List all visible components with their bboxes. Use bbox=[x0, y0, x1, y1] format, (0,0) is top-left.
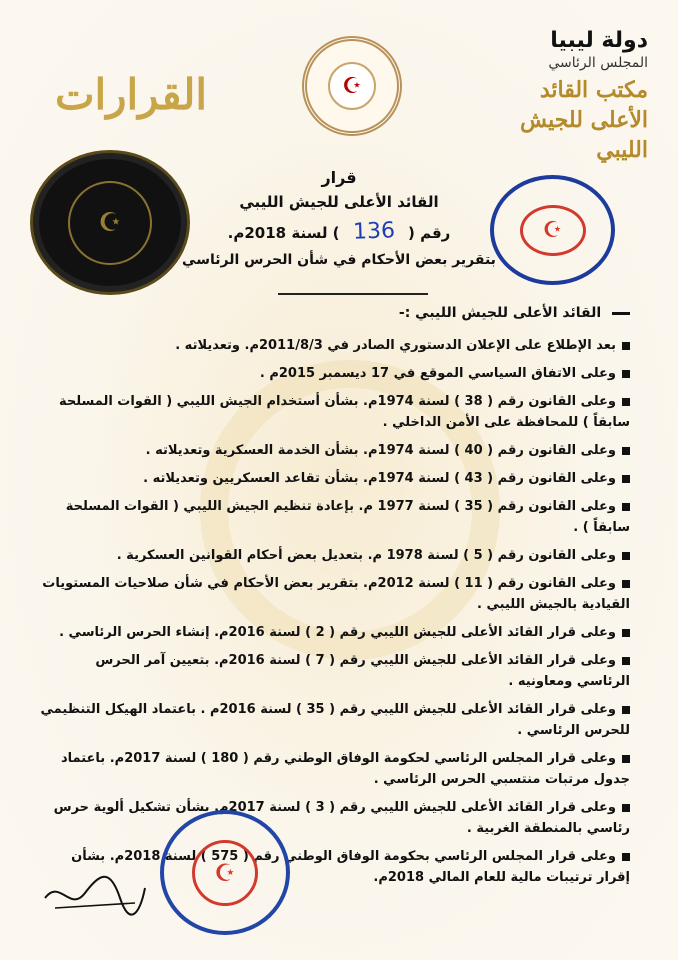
bullet-icon bbox=[622, 755, 630, 763]
preamble-item bbox=[40, 573, 630, 615]
state-name: دولة ليبيا bbox=[550, 28, 648, 53]
crescent-star-icon: ☪ bbox=[328, 62, 376, 110]
decree-subject: بتقرير بعض الأحكام في شأن الحرس الرئاسي bbox=[182, 252, 496, 268]
preamble-item bbox=[40, 622, 630, 643]
preamble-item bbox=[40, 335, 630, 356]
bullet-icon bbox=[622, 657, 630, 665]
title-divider bbox=[278, 293, 428, 295]
decree-title-block bbox=[0, 168, 678, 268]
preamble-item bbox=[40, 468, 630, 489]
bullet-icon bbox=[622, 629, 630, 637]
preamble-item bbox=[40, 496, 630, 538]
bullet-icon bbox=[622, 503, 630, 511]
decree-label: قرار bbox=[321, 168, 357, 187]
council-seal bbox=[302, 36, 402, 136]
letterhead bbox=[498, 28, 648, 165]
preamble-item-text: وعلى قرار المجلس الرئاسي لحكومة الوفاق الوطني رقم ( 180 ) لسنة 2017م. باعتماد جدول مرتبات منتسبي الحرس الرئاسي . bbox=[60, 751, 630, 787]
decree-body bbox=[40, 305, 630, 895]
bullet-icon bbox=[622, 342, 630, 350]
preamble-item-text: وعلى قرار القائد الأعلى للجيش الليبي رقم ( 3 ) لسنة 2017م. بشأن تشكيل ألوية حرس رئاسي بالمنطقة الغربية . bbox=[53, 800, 630, 836]
decree-number-line bbox=[0, 219, 678, 244]
preamble-item bbox=[40, 699, 630, 741]
preamble-item-text: وعلى قرار المجلس الرئاسي بحكومة الوفاق الوطني رقم ( 575 ) لسنة 2018م. بشأن إقرار ترتيبات مالية للعام المالي 2018م. bbox=[71, 849, 630, 885]
crescent-star-icon: ☪ bbox=[192, 840, 258, 906]
office-name: مكتب القائد الأعلى للجيش الليبي bbox=[520, 77, 648, 163]
bullet-icon bbox=[622, 398, 630, 406]
preamble-item bbox=[40, 440, 630, 461]
bullet-icon bbox=[622, 580, 630, 588]
preamble-item-text: وعلى القانون رقم ( 38 ) لسنة 1974م. بشأن أستخدام الجيش الليبي ( القوات المسلحة سابقاً ) للمحافظة على الأمن الداخلي . bbox=[58, 394, 630, 430]
number-prefix: رقم ( bbox=[408, 224, 451, 242]
bullet-icon bbox=[622, 552, 630, 560]
preamble-item bbox=[40, 545, 630, 566]
preamble-item-text: وعلى قرار القائد الأعلى للجيش الليبي رقم ( 35 ) لسنة 2016م . باعتماد الهيكل التنظيمي للحرس الرئاسي . bbox=[40, 702, 630, 738]
preamble-item bbox=[40, 650, 630, 692]
preamble-item bbox=[40, 748, 630, 790]
number-suffix: ) لسنة 2018م. bbox=[227, 224, 340, 242]
preamble-item-text: وعلى الاتفاق السياسي الموقع في 17 ديسمبر 2015م . bbox=[259, 366, 616, 381]
preamble-item-text: وعلى القانون رقم ( 40 ) لسنة 1974م. بشأن الخدمة العسكرية وتعديلاته . bbox=[145, 443, 616, 458]
bullet-icon bbox=[622, 475, 630, 483]
decree-number: 136 bbox=[352, 218, 396, 245]
bullet-icon bbox=[622, 804, 630, 812]
preamble-list bbox=[40, 335, 630, 888]
bullet-icon bbox=[622, 706, 630, 714]
preamble-item-text: وعلى القانون رقم ( 5 ) لسنة 1978 م. بتعديل بعض أحكام القوانين العسكرية . bbox=[116, 548, 616, 563]
preamble-item-text: وعلى القانون رقم ( 11 ) لسنة 2012م. بتقرير بعض الأحكام في شأن صلاحيات المستويات القيادية بالجيش الليبي . bbox=[42, 576, 630, 612]
preamble-item-text: وعلى القانون رقم ( 43 ) لسنة 1974م. بشأن تقاعد العسكريين وتعديلاته . bbox=[143, 471, 616, 486]
council-name: المجلس الرئاسي bbox=[548, 55, 648, 71]
preamble-item-text: وعلى قرار القائد الأعلى للجيش الليبي رقم ( 2 ) لسنة 2016م. إنشاء الحرس الرئاسي . bbox=[59, 625, 616, 640]
signature bbox=[40, 858, 150, 918]
crescent-star-icon: ☪ bbox=[68, 181, 152, 265]
bullet-icon bbox=[622, 853, 630, 861]
bottom-seal bbox=[160, 810, 290, 935]
heading-bar bbox=[612, 312, 630, 315]
crescent-star-icon: ☪ bbox=[520, 205, 586, 256]
preamble-item-text: وعلى القانون رقم ( 35 ) لسنة 1977 م. بإعادة تنظيم الجيش الليبي ( القوات المسلحة سابقاً ) . bbox=[65, 499, 630, 535]
preamble-item bbox=[40, 363, 630, 384]
bullet-icon bbox=[622, 370, 630, 378]
preamble-heading bbox=[40, 305, 630, 321]
preamble-item bbox=[40, 797, 630, 839]
bullet-icon bbox=[622, 447, 630, 455]
decree-issuer: القائد الأعلى للجيش الليبي bbox=[239, 193, 439, 211]
decisions-logo: القرارات bbox=[55, 70, 208, 119]
preamble-item bbox=[40, 391, 630, 433]
preamble-item-text: وعلى قرار القائد الأعلى للجيش الليبي رقم ( 7 ) لسنة 2016م. بتعيين آمر الحرس الرئاسي ومعاونيه . bbox=[95, 653, 630, 689]
preamble-item-text: بعد الإطلاع على الإعلان الدستوري الصادر في 2011/8/3م. وتعديلاته . bbox=[175, 338, 616, 353]
preamble-text: القائد الأعلى للجيش الليبي :- bbox=[398, 305, 602, 321]
